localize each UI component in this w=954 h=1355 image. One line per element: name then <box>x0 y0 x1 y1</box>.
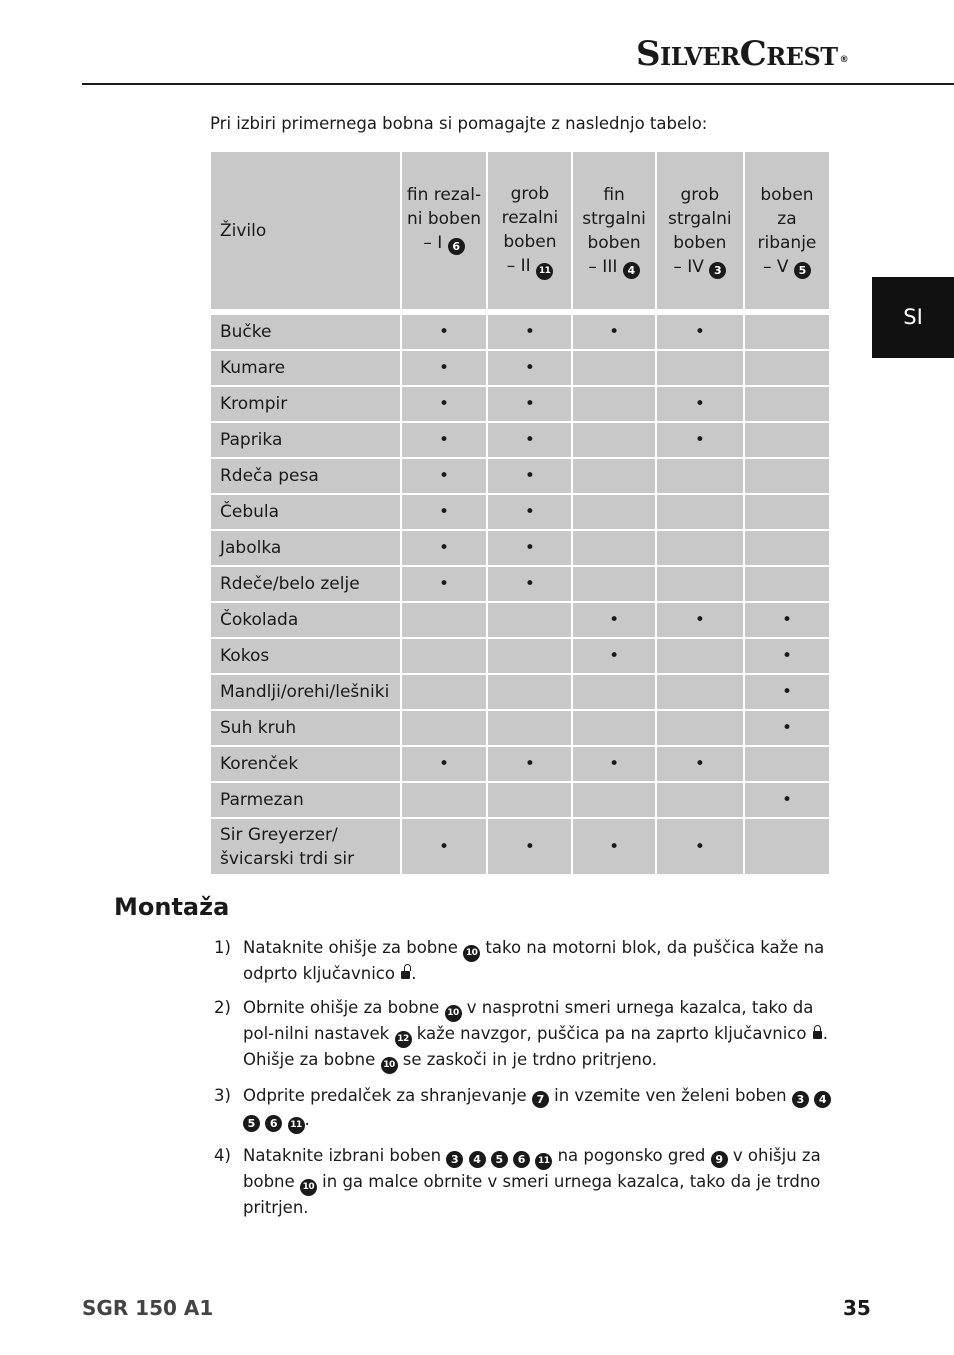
table-cell: • <box>488 531 571 565</box>
table-cell <box>745 531 829 565</box>
ref-number-icon: 3 <box>709 262 726 279</box>
page-number: 35 <box>843 1296 871 1320</box>
table-cell: • <box>745 783 829 817</box>
table-row <box>211 567 829 601</box>
table-header-row <box>211 152 829 309</box>
table-cell: • <box>402 315 487 349</box>
step-3: 3) Odprite predalček za shranjevanje 7 in vzemite ven želeni boben 3 4 5 6 11 . <box>214 1084 834 1135</box>
table-cell: • <box>657 315 743 349</box>
header-drum-2: grob rezalni boben – II 11 <box>488 152 571 309</box>
table-cell <box>745 315 829 349</box>
row-food: Jabolka <box>211 531 400 565</box>
table-cell: • <box>745 603 829 637</box>
ref-number-icon: 3 <box>446 1151 463 1168</box>
ref-number-icon: 11 <box>288 1117 305 1134</box>
language-tab: SI <box>872 277 954 358</box>
ref-number-icon: 4 <box>469 1151 486 1168</box>
table-cell: • <box>402 351 487 385</box>
ref-number-icon: 11 <box>535 1153 552 1170</box>
ref-number-icon: 11 <box>536 263 553 280</box>
ref-number-icon: 10 <box>300 1179 317 1196</box>
header-drum-3: fin strgalni boben – III 4 <box>573 152 654 309</box>
ref-number-icon: 12 <box>395 1031 412 1048</box>
header-drum-4: grob strgalni boben – IV 3 <box>657 152 743 309</box>
ref-number-icon: 9 <box>711 1151 728 1168</box>
table-cell: • <box>745 711 829 745</box>
table-cell: • <box>657 603 743 637</box>
brand-logo <box>636 32 866 76</box>
table-cell: • <box>745 639 829 673</box>
table-cell: • <box>488 495 571 529</box>
assembly-steps <box>214 936 834 1230</box>
table-cell <box>573 387 654 421</box>
row-food: Paprika <box>211 423 400 457</box>
table-cell <box>573 567 654 601</box>
table-cell <box>657 711 743 745</box>
table-cell: • <box>488 567 571 601</box>
ref-number-icon: 3 <box>792 1091 809 1108</box>
ref-number-icon: 6 <box>513 1151 530 1168</box>
table-cell <box>488 783 571 817</box>
table-cell <box>657 495 743 529</box>
table-cell <box>657 531 743 565</box>
header-drum-1: fin rezal- ni boben – I 6 <box>402 152 487 309</box>
step-2: 2) Obrnite ohišje za bobne 10 v nasprotni smeri urnega kazalca, tako da pol-nilni nastavek 12 kaže navzgor, puščica pa na zaprto ključavnico . Ohišje za bobne 10 se zaskoči in je trdno pritrjeno. <box>214 996 834 1074</box>
table-cell: • <box>402 531 487 565</box>
table-cell: • <box>573 639 654 673</box>
table-cell: • <box>402 747 487 781</box>
table-cell: • <box>573 603 654 637</box>
table-cell: • <box>402 387 487 421</box>
row-food: Čokolada <box>211 603 400 637</box>
row-food: Parmezan <box>211 783 400 817</box>
table-cell <box>745 423 829 457</box>
table-cell <box>745 819 829 874</box>
ref-number-icon: 5 <box>243 1115 260 1132</box>
table-cell: • <box>402 819 487 874</box>
row-food: Krompir <box>211 387 400 421</box>
table-cell <box>573 495 654 529</box>
table-cell <box>745 747 829 781</box>
table-cell <box>573 531 654 565</box>
table-cell: • <box>402 567 487 601</box>
table-cell <box>745 387 829 421</box>
table-row <box>211 387 829 421</box>
table-cell <box>657 351 743 385</box>
table-cell: • <box>573 819 654 874</box>
table-row <box>211 639 829 673</box>
table-cell <box>402 603 487 637</box>
ref-number-icon: 6 <box>448 238 465 255</box>
table-row <box>211 531 829 565</box>
table-cell: • <box>488 423 571 457</box>
table-cell: • <box>402 459 487 493</box>
footer-model: SGR 150 A1 <box>82 1296 214 1320</box>
ref-number-icon: 5 <box>794 262 811 279</box>
open-lock-icon <box>401 971 410 979</box>
table-cell <box>488 675 571 709</box>
row-food: Rdeče/belo zelje <box>211 567 400 601</box>
table-cell <box>657 459 743 493</box>
step-1: 1) Nataknite ohišje za bobne 10 tako na motorni blok, da puščica kaže na odprto ključavnico . <box>214 938 825 983</box>
ref-number-icon: 10 <box>445 1005 462 1022</box>
table-cell <box>402 675 487 709</box>
table-cell: • <box>488 819 571 874</box>
registered-mark: ® <box>839 55 849 65</box>
ref-number-icon: 5 <box>491 1151 508 1168</box>
table-row <box>211 819 829 874</box>
table-cell <box>573 783 654 817</box>
table-cell <box>657 675 743 709</box>
table-cell: • <box>745 675 829 709</box>
closed-lock-icon <box>813 1031 822 1039</box>
table-cell <box>488 711 571 745</box>
row-food: Kumare <box>211 351 400 385</box>
row-food: Suh kruh <box>211 711 400 745</box>
ref-number-icon: 10 <box>463 945 480 962</box>
table-cell: • <box>488 747 571 781</box>
ref-number-icon: 4 <box>623 262 640 279</box>
table-cell: • <box>488 387 571 421</box>
table-cell: • <box>488 459 571 493</box>
table-row <box>211 711 829 745</box>
table-cell <box>488 603 571 637</box>
table-cell <box>657 783 743 817</box>
section-title: Montaža <box>114 893 230 921</box>
table-cell: • <box>657 747 743 781</box>
table-row <box>211 423 829 457</box>
table-row <box>211 675 829 709</box>
row-food: Mandlji/orehi/lešniki <box>211 675 400 709</box>
table-cell <box>402 639 487 673</box>
table-row <box>211 603 829 637</box>
row-food: Sir Greyerzer/ švicarski trdi sir <box>211 819 400 874</box>
header-drum-5: boben za ribanje – V 5 <box>745 152 829 309</box>
table-cell <box>573 351 654 385</box>
table-cell: • <box>573 747 654 781</box>
table-cell <box>402 711 487 745</box>
table-cell <box>745 351 829 385</box>
table-cell: • <box>657 387 743 421</box>
ref-number-icon: 10 <box>381 1057 398 1074</box>
header-spacer <box>211 311 829 313</box>
table-cell <box>745 567 829 601</box>
row-food: Korenček <box>211 747 400 781</box>
header-rule <box>82 83 954 85</box>
table-cell <box>488 639 571 673</box>
ref-number-icon: 4 <box>814 1091 831 1108</box>
table-cell <box>745 459 829 493</box>
table-cell <box>573 423 654 457</box>
table-row <box>211 495 829 529</box>
brand-part2: Crest <box>739 34 838 74</box>
table-cell: • <box>402 495 487 529</box>
ref-number-icon: 7 <box>532 1091 549 1108</box>
table-cell: • <box>657 819 743 874</box>
drum-selection-table <box>209 150 831 876</box>
step-4: 4) Nataknite izbrani boben 3 4 5 6 11 na pogonsko gred 9 v ohišju za bobne 10 in ga malce obrnite v smeri urnega kazalca, tako da je trdno pritrjen. <box>214 1145 821 1217</box>
table-cell: • <box>488 315 571 349</box>
row-food: Bučke <box>211 315 400 349</box>
table-cell <box>657 639 743 673</box>
table-row <box>211 783 829 817</box>
table-cell: • <box>402 423 487 457</box>
header-food: Živilo <box>211 152 400 309</box>
table-cell <box>573 459 654 493</box>
table-row <box>211 459 829 493</box>
table-cell <box>573 675 654 709</box>
table-cell <box>657 567 743 601</box>
ref-number-icon: 6 <box>265 1115 282 1132</box>
table-row <box>211 315 829 349</box>
table-cell <box>573 711 654 745</box>
brand-part1: Silver <box>636 34 740 74</box>
row-food: Rdeča pesa <box>211 459 400 493</box>
table-cell <box>402 783 487 817</box>
row-food: Čebula <box>211 495 400 529</box>
intro-text: Pri izbiri primernega bobna si pomagajte z naslednjo tabelo: <box>210 114 708 133</box>
table-row <box>211 747 829 781</box>
table-cell: • <box>573 315 654 349</box>
table-row <box>211 351 829 385</box>
table-cell: • <box>657 423 743 457</box>
table-cell <box>745 495 829 529</box>
table-cell: • <box>488 351 571 385</box>
row-food: Kokos <box>211 639 400 673</box>
